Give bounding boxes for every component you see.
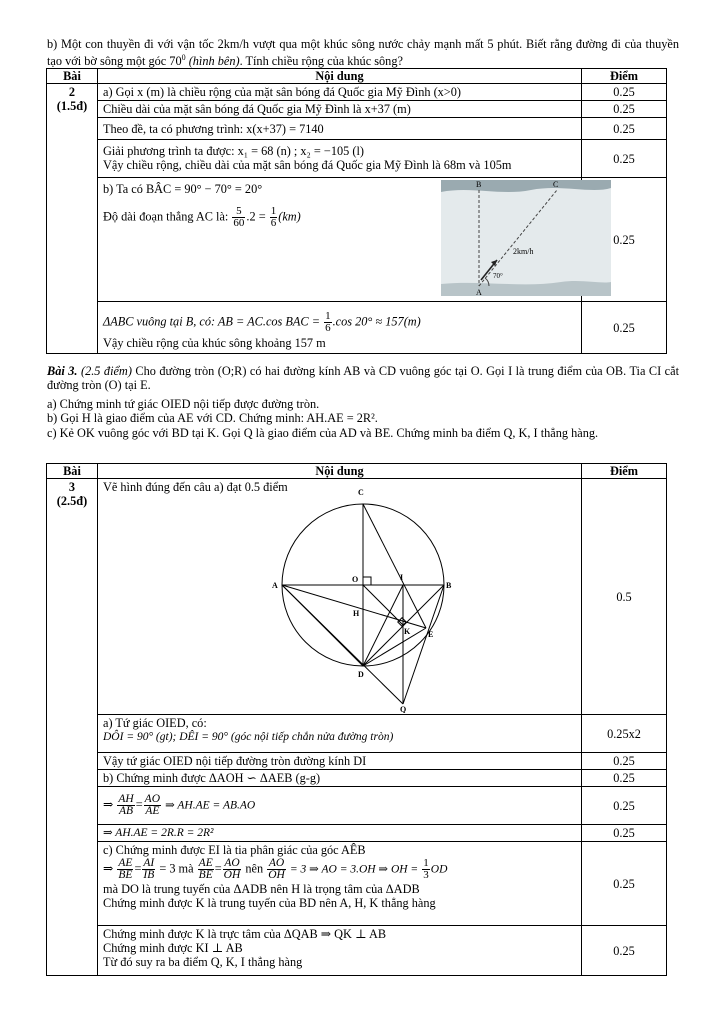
score: 0.25 [582, 770, 667, 787]
content-row: Vậy tứ giác OIED nội tiếp đường tròn đường kính DI [98, 753, 582, 770]
content-row: ΔABC vuông tại B, có: AB = AC.cos BAC = $\frac{1}{6}$ .cos 20° ≈ 157(m) Vậy chiều rộng của khúc sông khoảng 157 m [98, 302, 582, 354]
content-row: Theo đề, ta có phương trình: x(x+37) = 7140 [98, 118, 582, 140]
score: 0.25x2 [582, 715, 667, 753]
score: 0.25 [582, 753, 667, 770]
bai-cell: 3 (2.5đ) [47, 479, 98, 976]
problem-2b-text: b) Một con thuyền đi với vận tốc 2km/h vượt qua một khúc sông nước chảy mạnh mất 5 phút. Biết rằng đường đi của thuyền tạo với bờ sông một góc $70^0$ (hình bên). Tính chiều rộng của khúc sông? [47, 37, 679, 69]
label-c: C [553, 180, 559, 189]
label-e: E [428, 630, 434, 639]
header-diem: Điểm [582, 69, 667, 84]
content-row: ⇒ AH.AE = 2R.R = 2R² [98, 825, 582, 842]
content-row: ⇒ $\frac{AH}{AB}$ = $\frac{AO}{AE}$ ⇒ AH.AE = AB.AO [98, 787, 582, 825]
score: 0.25 [582, 101, 667, 118]
problem-3-text: Bài 3. (2.5 điểm) Cho đường tròn (O;R) có hai đường kính AB và CD vuông góc tại O. Gọi I là trung điểm của OB. Tia CI cắt đường tròn (O) tại E. [47, 364, 679, 392]
header-diem: Điểm [582, 464, 667, 479]
label-o: O [352, 575, 359, 584]
content-row: Chiều dài của mặt sân bóng đá Quốc gia Mỹ Đình là x+37 (m) [98, 101, 582, 118]
river-water [441, 188, 611, 286]
label-a: A [272, 581, 278, 590]
content-row: c) Chứng minh được EI là tia phân giác của góc AÊB ⇒ $\frac{AE}{BE}$ = $\frac{AI}{IB}$ = 3 mà $\frac{AE}{BE}$ = $\frac{AO}{OH}$ nên $\frac{AO}{OH}$ = 3 ⇒ AO = 3.OH ⇒ OH = $\frac{1}{3}$ OD mà DO là trung tuyến của ΔADB nên H là trọng tâm của ΔADB Chứng minh được K là trung tuyến của BD nên A, H, K thẳng hàng [98, 842, 582, 926]
label-q: Q [400, 705, 407, 713]
label-angle: 70° [493, 272, 503, 280]
score: 0.25 [582, 302, 667, 354]
bai-cell: 2 (1.5đ) [47, 84, 98, 354]
answer-table-3 [46, 463, 667, 976]
label-c: C [358, 488, 364, 497]
content-row: Vẽ hình đúng đến câu a) đạt 0.5 điểm C O I A B H K E D Q [98, 479, 582, 715]
content-row: a) Gọi x (m) là chiều rộng của mặt sân bóng đá Quốc gia Mỹ Đình (x>0) [98, 84, 582, 101]
problem-3a: a) Chứng minh tứ giác OIED nội tiếp được đường tròn. [47, 397, 320, 411]
label-i: I [400, 573, 404, 582]
score: 0.25 [582, 842, 667, 926]
content-row: a) Tứ giác OIED, có: DÔI = 90° (gt); DÊI = 90° (góc nội tiếp chắn nửa đường tròn) [98, 715, 582, 753]
right-angle-o [363, 577, 371, 585]
problem-3b: b) Gọi H là giao điểm của AE với CD. Chứng minh: AH.AE = 2R². [47, 411, 378, 425]
answer-table-2 [46, 68, 667, 354]
label-d: D [358, 670, 364, 679]
score: 0.25 [582, 787, 667, 825]
river-figure [441, 180, 611, 296]
score: 0.5 [582, 479, 667, 715]
line-ok [363, 585, 403, 625]
content-row: Giải phương trình ta được: x₁ = 68 (n) ; x₂ = −105 (l) Vậy chiều rộng, chiều dài của mặt sân bóng đá Quốc gia Mỹ Đình là 68m và 105m [98, 140, 582, 178]
label-b: B [446, 581, 452, 590]
line-ce [363, 504, 426, 628]
header-bai: Bài [47, 464, 98, 479]
problem-3c: c) Kẻ OK vuông góc với BD tại K. Gọi Q là giao điểm của AD và BE. Chứng minh ba điểm Q, K, I thẳng hàng. [47, 426, 599, 440]
label-k: K [404, 627, 411, 636]
label-speed: 2km/h [513, 247, 534, 256]
header-noi-dung: Nội dung [98, 464, 582, 479]
label-b: B [476, 180, 482, 189]
header-bai: Bài [47, 69, 98, 84]
score: 0.25 [582, 178, 667, 302]
content-row: b) Chứng minh được ΔAOH ∽ ΔAEB (g-g) [98, 770, 582, 787]
label-a: A [476, 288, 482, 296]
score: 0.25 [582, 926, 667, 976]
score: 0.25 [582, 84, 667, 101]
score: 0.25 [582, 140, 667, 178]
score: 0.25 [582, 118, 667, 140]
header-noi-dung: Nội dung [98, 69, 582, 84]
circle-figure [268, 481, 468, 713]
content-row: b) Ta có BÂC = 90° − 70° = 20° Độ dài đoạn thẳng AC là: $\frac{5}{60}$ .2 = $\frac{1}{6}$ (km) B C A 2km/h 70° [98, 178, 582, 302]
score: 0.25 [582, 825, 667, 842]
line-bq [403, 585, 444, 704]
content-row: Chứng minh được K là trực tâm của ΔQAB ⇒ QK ⊥ AB Chứng minh được KI ⊥ AB Từ đó suy ra ba điểm Q, K, I thẳng hàng [98, 926, 582, 976]
label-h: H [353, 609, 360, 618]
